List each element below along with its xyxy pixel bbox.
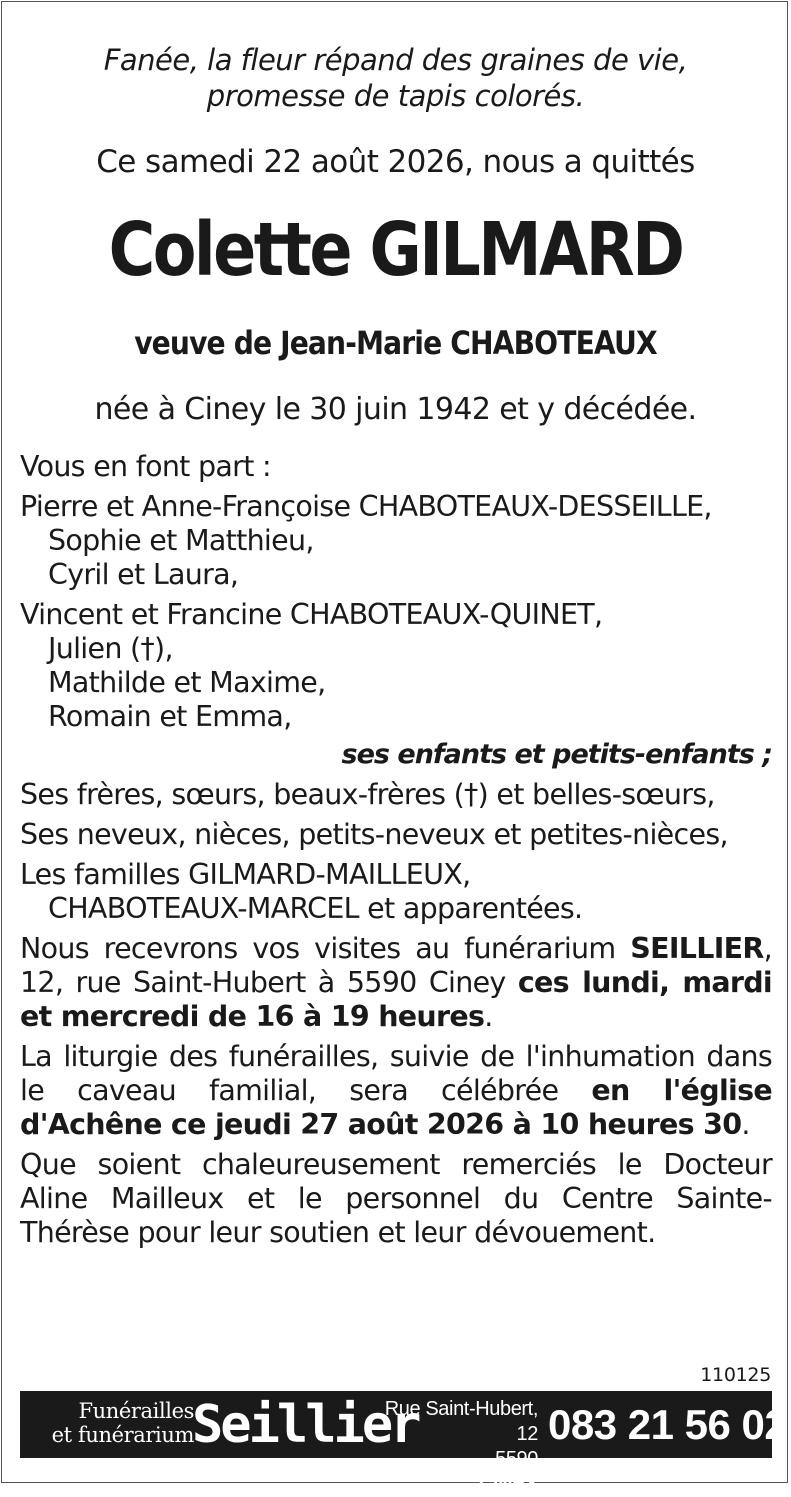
- children-label: ses enfants et petits-enfants ;: [341, 739, 772, 770]
- birth-line: née à Ciney le 30 juin 1942 et y décédée.: [94, 392, 697, 427]
- city-line: [372, 1447, 538, 1497]
- siblings-line: [20, 778, 772, 812]
- liturgy-paragraph: [20, 1040, 772, 1142]
- epigraph-line: Fanée, la fleur répand des graines de vie,: [103, 43, 688, 77]
- banner-line: et funérarium: [51, 1423, 194, 1447]
- visit-times: ces lundi, mardi et mercredi de 16 à 19 heures: [20, 966, 772, 1033]
- visits-paragraph: [20, 932, 772, 1034]
- families-line: Les familles GILMARD-MAILLEUX,: [20, 858, 471, 891]
- banner-services: [34, 1399, 194, 1447]
- liturgy-end: .: [741, 1108, 750, 1141]
- visits-text: Nous recevrons vos visites au funérarium: [20, 932, 631, 965]
- notice-body: [20, 450, 772, 1250]
- cross-icon: †: [140, 632, 155, 665]
- grandchildren-line: Romain et Emma,: [48, 700, 292, 733]
- grandchildren-line: [20, 632, 772, 666]
- cross-icon: †: [464, 778, 478, 811]
- julien-suffix: ),: [154, 632, 173, 665]
- widow-line: veuve de Jean-Marie CHABOTEAUX: [134, 324, 657, 362]
- thanks-paragraph: Que soient chaleureusement remerciés le Docteur Aline Mailleux et le personnel du Centre Sainte-Thérèse pour leur soutien et leur dévouement.: [20, 1148, 772, 1249]
- julien-name: Julien (: [48, 632, 141, 665]
- grandchildren-line: Cyril et Laura,: [48, 558, 239, 591]
- street: Rue Saint-Hubert, 12: [384, 1398, 538, 1445]
- brand-logo: Seillier: [192, 1395, 419, 1455]
- death-date-line: Ce samedi 22 août 2026, nous a quittés: [96, 144, 695, 180]
- siblings-text-end: ) et belles-sœurs,: [477, 778, 715, 811]
- city: CINEY: [478, 1473, 538, 1495]
- liturgy-time-place: en l'église d'Achêne ce jeudi 27 août 2026 à 10 heures 30: [20, 1074, 772, 1141]
- funeral-home-name: SEILLIER: [630, 932, 764, 965]
- banner-address: [372, 1397, 538, 1497]
- reference-number: 110125: [700, 1364, 771, 1386]
- grandchildren-line: Mathilde et Maxime,: [48, 666, 326, 699]
- epigraph: [0, 42, 791, 114]
- phone-number: 083 21 56 02: [548, 1401, 788, 1448]
- funeral-home-banner: [20, 1391, 788, 1495]
- grandchildren-line: Sophie et Matthieu,: [48, 524, 314, 557]
- siblings-text: Ses frères, sœurs, beaux-frères (: [20, 778, 465, 811]
- banner-line: Funérailles: [78, 1399, 194, 1423]
- family-head: Vincent et Francine CHABOTEAUX-QUINET,: [20, 598, 603, 631]
- epigraph-line: promesse de tapis colorés.: [206, 79, 585, 113]
- liturgy-text: La liturgie des funérailles, suivie de l'inhumation dans le caveau familial, sera célébrée: [20, 1040, 772, 1107]
- nephews-line: Ses neveux, nièces, petits-neveux et petites-nièces,: [20, 818, 728, 851]
- families-line: CHABOTEAUX-MARCEL et apparentées.: [48, 892, 583, 925]
- visits-address: , 12, rue Saint-Hubert à 5590 Ciney: [20, 932, 772, 999]
- postcode: 5590: [495, 1448, 538, 1470]
- visits-end: .: [484, 1000, 493, 1033]
- intro-line: Vous en font part :: [20, 450, 271, 483]
- family-head: Pierre et Anne-Françoise CHABOTEAUX-DESSEILLE,: [20, 490, 712, 523]
- deceased-name: Colette GILMARD: [108, 207, 683, 293]
